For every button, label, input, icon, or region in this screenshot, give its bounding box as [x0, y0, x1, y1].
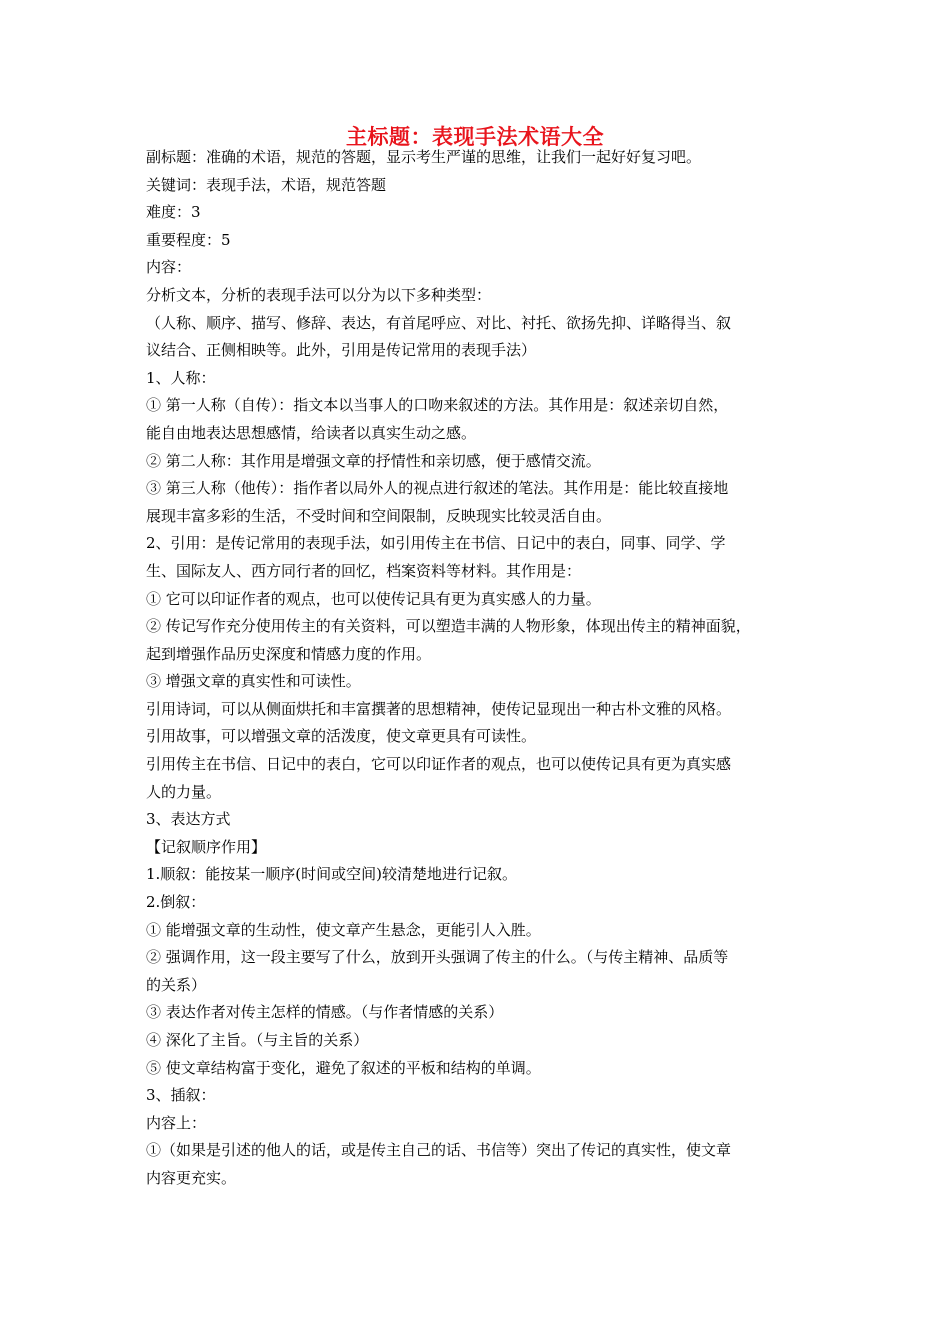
importance-line: 重要程度：5	[146, 230, 231, 249]
paragraph-line: 的关系）	[146, 975, 207, 994]
paragraph-line: 生、国际友人、西方同行者的回忆，档案资料等材料。其作用是：	[146, 561, 582, 580]
paragraph-line: 分析文本，分析的表现手法可以分为以下多种类型：	[146, 285, 492, 304]
paragraph-line: 能自由地表达思想感情，给读者以真实生动之感。	[146, 423, 477, 442]
difficulty-line: 难度：3	[146, 203, 201, 222]
paragraph-line: ① 能增强文章的生动性，使文章产生悬念，更能引人入胜。	[146, 920, 541, 939]
paragraph-line: ③ 第三人称（他传）：指作者以局外人的视点进行叙述的笔法。其作用是：能比较直接地	[146, 479, 729, 498]
paragraph-line: ④ 深化了主旨。（与主旨的关系）	[146, 1031, 369, 1049]
paragraph-line: ② 强调作用，这一段主要写了什么，放到开头强调了传主的什么。（与传主精神、品质等	[146, 948, 729, 967]
section-heading: 3、表达方式	[146, 810, 231, 829]
paragraph-line: 引用故事，可以增强文章的活泼度，使文章更具有可读性。	[146, 727, 537, 746]
section-heading: 3、插叙：	[146, 1086, 216, 1105]
paragraph-line: ③ 增强文章的真实性和可读性。	[146, 672, 361, 691]
paragraph-line: ② 第二人称：其作用是增强文章的抒情性和亲切感，便于感情交流。	[146, 451, 601, 470]
paragraph-line: ③ 表达作者对传主怎样的情感。（与作者情感的关系）	[146, 1003, 504, 1022]
paragraph-line: ⑤ 使文章结构富于变化，避免了叙述的平板和结构的单调。	[146, 1058, 541, 1077]
paragraph-line: 人的力量。	[146, 782, 222, 801]
paragraph-line: 议结合、正侧相映等。此外，引用是传记常用的表现手法）	[146, 341, 537, 360]
section-heading: 2、引用：是传记常用的表现手法，如引用传主在书信、日记中的表白，同事、同学、学	[146, 534, 726, 553]
paragraph-line: 内容更充实。	[146, 1168, 237, 1187]
main-title: 主标题：表现手法术语大全	[346, 125, 604, 149]
paragraph-line: 1.顺叙：能按某一顺序(时间或空间)较清楚地进行记叙。	[146, 865, 518, 884]
section-heading: 1、人称：	[146, 368, 216, 387]
paragraph-line: 引用诗词，可以从侧面烘托和丰富撰著的思想精神，使传记显现出一种古朴文雅的风格。	[146, 699, 732, 718]
keywords-line: 关键词：表现手法，术语，规范答题	[146, 175, 387, 194]
paragraph-line: ①（如果是引述的他人的话，或是传主自己的话、书信等）突出了传记的真实性，使文章	[146, 1141, 732, 1160]
paragraph-line: 起到增强作品历史深度和情感力度的作用。	[146, 644, 432, 663]
content-label: 内容：	[146, 258, 192, 277]
paragraph-line: （人称、顺序、描写、修辞、表达，有首尾呼应、对比、衬托、欲扬先抑、详略得当、叙	[146, 313, 732, 332]
document-body	[146, 144, 816, 1193]
subsection-heading: 【记叙顺序作用】	[146, 837, 267, 856]
subtitle-line: 副标题：准确的术语，规范的答题，显示考生严谨的思维，让我们一起好好复习吧。	[146, 148, 702, 166]
paragraph-line: 引用传主在书信、日记中的表白，它可以印证作者的观点，也可以使传记具有更为真实感	[146, 755, 732, 774]
paragraph-line: ① 它可以印证作者的观点，也可以使传记具有更为真实感人的力量。	[146, 589, 601, 608]
paragraph-line: 展现丰富多彩的生活，不受时间和空间限制，反映现实比较灵活自由。	[146, 506, 612, 525]
paragraph-line: 2.倒叙：	[146, 893, 206, 912]
paragraph-line: 内容上：	[146, 1113, 207, 1132]
paragraph-line: ② 传记写作充分使用传主的有关资料，可以塑造丰满的人物形象，体现出传主的精神面貌，	[146, 617, 751, 636]
paragraph-line: ① 第一人称（自传）：指文本以当事人的口吻来叙述的方法。其作用是：叙述亲切自然，	[146, 396, 729, 415]
